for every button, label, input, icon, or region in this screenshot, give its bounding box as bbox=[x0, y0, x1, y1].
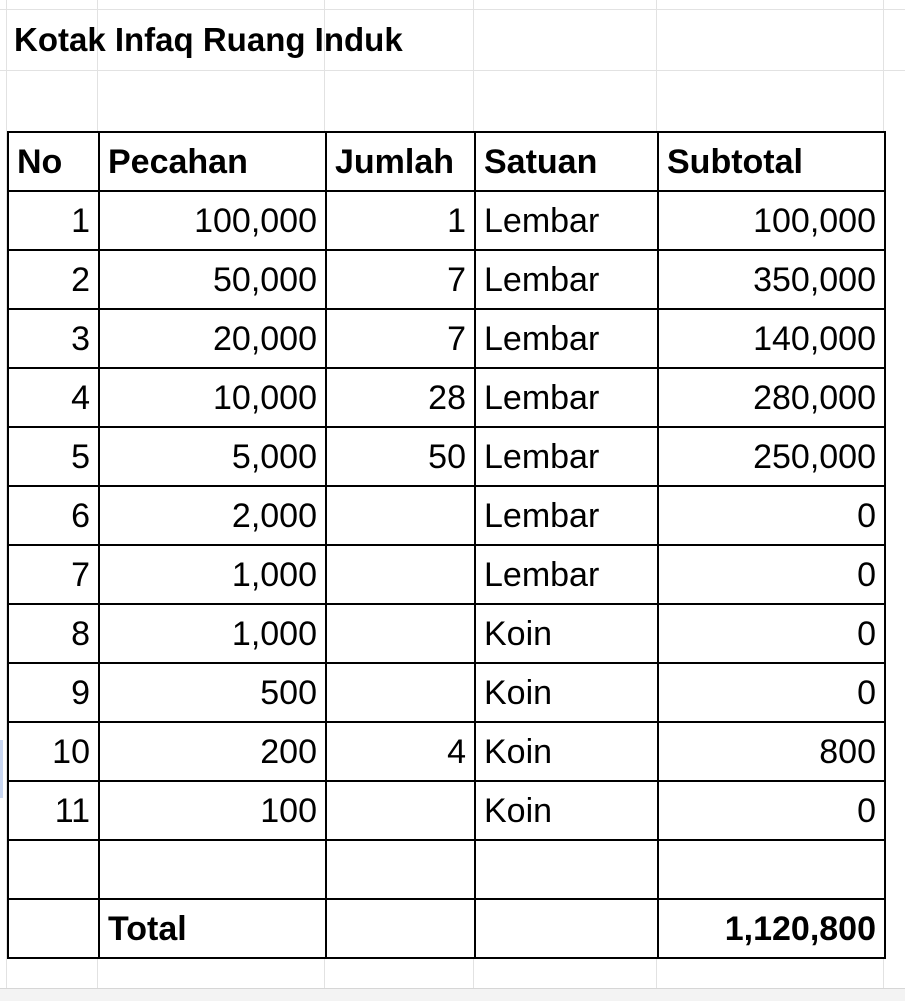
cell-no[interactable]: 4 bbox=[8, 368, 99, 427]
gridline-h bbox=[0, 9, 905, 10]
cell-no[interactable]: 9 bbox=[8, 663, 99, 722]
row-selection-marker bbox=[0, 740, 3, 798]
table-row bbox=[8, 604, 885, 663]
cell-no[interactable]: 7 bbox=[8, 545, 99, 604]
total-row bbox=[8, 899, 885, 958]
cell-subtotal[interactable]: 0 bbox=[658, 486, 885, 545]
cell-satuan[interactable]: Koin bbox=[475, 781, 658, 840]
cell-jumlah[interactable] bbox=[326, 545, 475, 604]
cell-jumlah[interactable]: 28 bbox=[326, 368, 475, 427]
header-row bbox=[8, 132, 885, 191]
cell-pecahan[interactable]: 5,000 bbox=[99, 427, 326, 486]
cell-subtotal[interactable]: 350,000 bbox=[658, 250, 885, 309]
cell-no[interactable]: 2 bbox=[8, 250, 99, 309]
cell-jumlah[interactable] bbox=[326, 663, 475, 722]
empty-cell[interactable] bbox=[475, 840, 658, 899]
cell-satuan[interactable]: Lembar bbox=[475, 368, 658, 427]
empty-cell[interactable] bbox=[99, 840, 326, 899]
cell-satuan[interactable]: Koin bbox=[475, 663, 658, 722]
cell-no[interactable]: 3 bbox=[8, 309, 99, 368]
empty-cell[interactable] bbox=[8, 840, 99, 899]
infaq-table bbox=[7, 131, 886, 959]
cell-subtotal[interactable]: 250,000 bbox=[658, 427, 885, 486]
table-row bbox=[8, 368, 885, 427]
table-row bbox=[8, 722, 885, 781]
cell-subtotal[interactable]: 0 bbox=[658, 781, 885, 840]
cell-satuan[interactable]: Koin bbox=[475, 722, 658, 781]
cell-jumlah[interactable]: 7 bbox=[326, 250, 475, 309]
cell-satuan[interactable]: Lembar bbox=[475, 191, 658, 250]
cell-pecahan[interactable]: 10,000 bbox=[99, 368, 326, 427]
header-cell-satuan[interactable]: Satuan bbox=[475, 132, 658, 191]
cell-pecahan[interactable]: 200 bbox=[99, 722, 326, 781]
table-row bbox=[8, 486, 885, 545]
header-cell-pecahan[interactable]: Pecahan bbox=[99, 132, 326, 191]
sheet-title[interactable]: Kotak Infaq Ruang Induk bbox=[14, 21, 403, 58]
header-cell-subtotal[interactable]: Subtotal bbox=[658, 132, 885, 191]
empty-cell[interactable] bbox=[326, 899, 475, 958]
cell-no[interactable]: 10 bbox=[8, 722, 99, 781]
cell-jumlah[interactable] bbox=[326, 604, 475, 663]
cell-satuan[interactable]: Lembar bbox=[475, 427, 658, 486]
cell-satuan[interactable]: Lembar bbox=[475, 545, 658, 604]
header-cell-jumlah[interactable]: Jumlah bbox=[326, 132, 475, 191]
cell-subtotal[interactable]: 280,000 bbox=[658, 368, 885, 427]
cell-satuan[interactable]: Lembar bbox=[475, 486, 658, 545]
empty-cell[interactable] bbox=[475, 899, 658, 958]
cell-jumlah[interactable] bbox=[326, 486, 475, 545]
table-row bbox=[8, 191, 885, 250]
cell-satuan[interactable]: Lembar bbox=[475, 309, 658, 368]
cell-satuan[interactable]: Lembar bbox=[475, 250, 658, 309]
cell-pecahan[interactable]: 2,000 bbox=[99, 486, 326, 545]
cell-subtotal[interactable]: 0 bbox=[658, 604, 885, 663]
cell-pecahan[interactable]: 1,000 bbox=[99, 604, 326, 663]
total-label[interactable]: Total bbox=[99, 899, 326, 958]
empty-row bbox=[8, 840, 885, 899]
empty-cell[interactable] bbox=[326, 840, 475, 899]
cell-pecahan[interactable]: 1,000 bbox=[99, 545, 326, 604]
table-row bbox=[8, 309, 885, 368]
cell-satuan[interactable]: Koin bbox=[475, 604, 658, 663]
cell-jumlah[interactable] bbox=[326, 781, 475, 840]
cell-subtotal[interactable]: 0 bbox=[658, 545, 885, 604]
cell-subtotal[interactable]: 800 bbox=[658, 722, 885, 781]
cell-subtotal[interactable]: 140,000 bbox=[658, 309, 885, 368]
table-row bbox=[8, 250, 885, 309]
cell-no[interactable]: 1 bbox=[8, 191, 99, 250]
cell-no[interactable]: 5 bbox=[8, 427, 99, 486]
cell-no[interactable]: 8 bbox=[8, 604, 99, 663]
gridline-h bbox=[0, 70, 905, 71]
cell-pecahan[interactable]: 500 bbox=[99, 663, 326, 722]
cell-pecahan[interactable]: 100 bbox=[99, 781, 326, 840]
cell-subtotal[interactable]: 100,000 bbox=[658, 191, 885, 250]
cell-jumlah[interactable]: 1 bbox=[326, 191, 475, 250]
cell-jumlah[interactable]: 4 bbox=[326, 722, 475, 781]
total-value[interactable]: 1,120,800 bbox=[658, 899, 885, 958]
cell-jumlah[interactable]: 50 bbox=[326, 427, 475, 486]
cell-no[interactable]: 11 bbox=[8, 781, 99, 840]
cell-subtotal[interactable]: 0 bbox=[658, 663, 885, 722]
sheet-bottom-bar bbox=[0, 988, 905, 1001]
table-row bbox=[8, 663, 885, 722]
cell-pecahan[interactable]: 20,000 bbox=[99, 309, 326, 368]
header-cell-no[interactable]: No bbox=[8, 132, 99, 191]
table-row bbox=[8, 545, 885, 604]
table-row bbox=[8, 781, 885, 840]
empty-cell[interactable] bbox=[658, 840, 885, 899]
table-row bbox=[8, 427, 885, 486]
cell-pecahan[interactable]: 100,000 bbox=[99, 191, 326, 250]
cell-no[interactable]: 6 bbox=[8, 486, 99, 545]
cell-jumlah[interactable]: 7 bbox=[326, 309, 475, 368]
cell-pecahan[interactable]: 50,000 bbox=[99, 250, 326, 309]
empty-cell[interactable] bbox=[8, 899, 99, 958]
